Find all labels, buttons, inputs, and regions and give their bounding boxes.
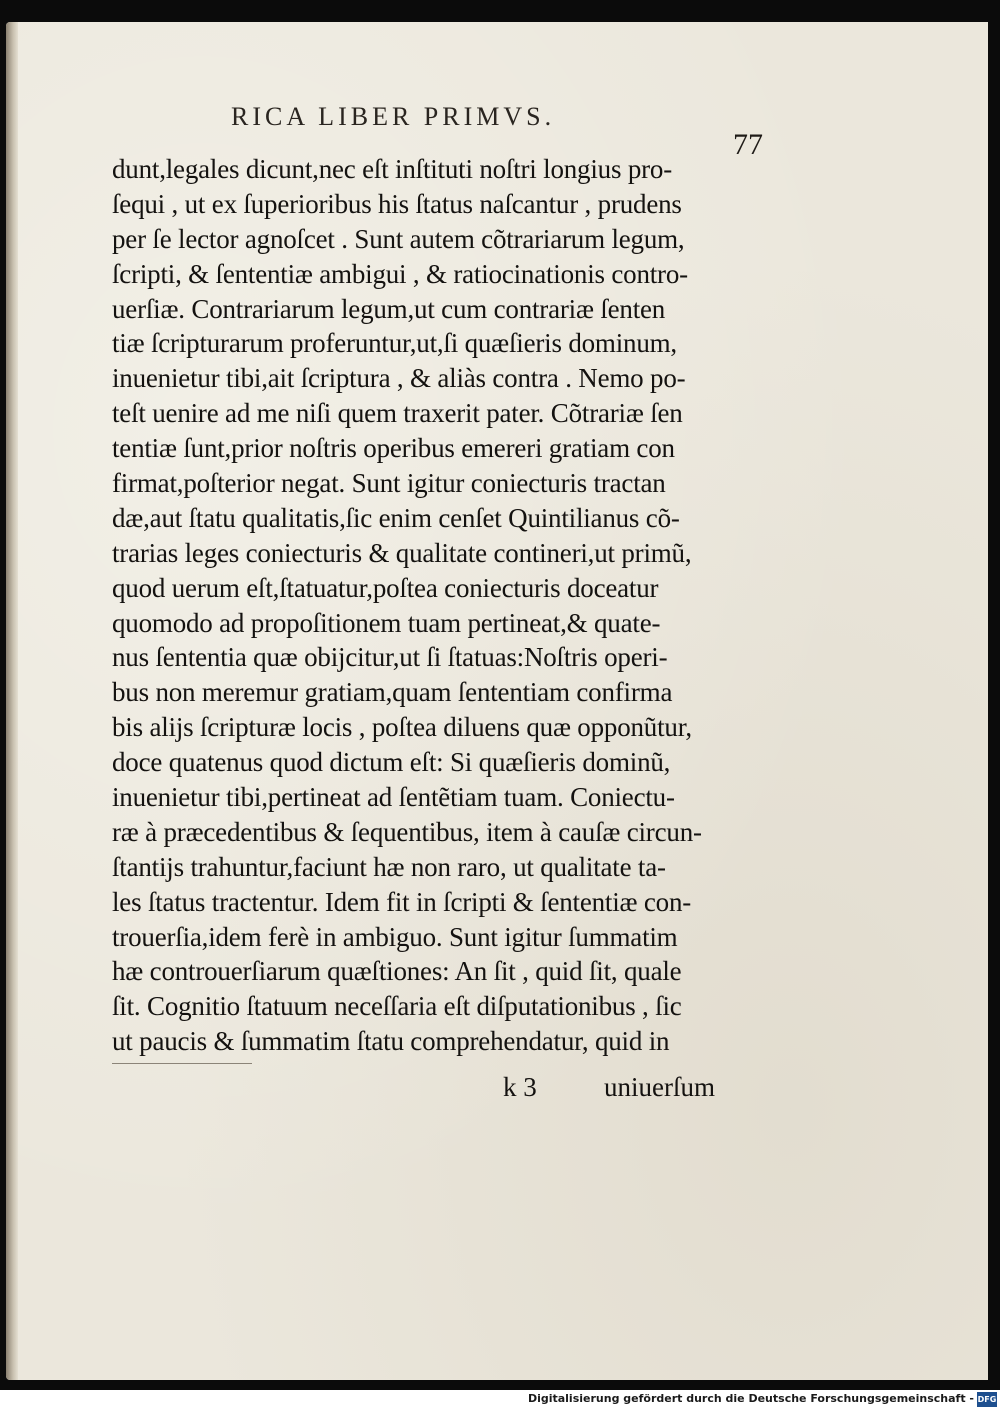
text-line: ſcripti, & ſententiæ ambigui , & ratiocinationis contro- — [112, 258, 688, 289]
text-line: ut paucis & ſummatim ſtatu comprehendatur, quid in — [112, 1026, 670, 1057]
text-line: firmat,poſterior negat. Sunt igitur coniecturis tractan — [112, 468, 666, 499]
text-block — [112, 152, 772, 1059]
text-line: inuenietur tibi,ait ſcriptura , & aliàs contra . Nemo po- — [112, 363, 686, 394]
text-line: trarias leges coniecturis & qualitate contineri,ut primũ, — [112, 537, 692, 568]
text-line: quomodo ad propoſitionem tuam pertineat,& quate- — [112, 607, 661, 638]
text-line: doce quatenus quod dictum eſt: Si quæſieris dominũ, — [112, 747, 671, 778]
book-page — [6, 22, 988, 1380]
catchword: uniuerſum — [604, 1072, 715, 1102]
page-edge — [6, 22, 18, 1380]
text-line: teſt uenire ad me niſi quem traxerit pater. Cõtrariæ ſen — [112, 398, 683, 429]
text-line: dunt,legales dicunt,nec eſt inſtituti noſtri longius pro- — [112, 154, 673, 184]
text-line: les ſtatus tractentur. Idem fit in ſcripti & ſententiæ con- — [112, 886, 692, 917]
text-line: quod uerum eſt,ſtatuatur,poſtea coniecturis doceatur — [112, 572, 659, 603]
text-line: bus non meremur gratiam,quam ſententiam confirma — [112, 677, 673, 708]
print-rule — [112, 1063, 252, 1064]
text-line: ſtantijs trahuntur,faciunt hæ non raro, ut qualitate ta- — [112, 851, 666, 882]
text-line: nus ſententia quæ obijcitur,ut ſi ſtatuas:Noſtris operi- — [112, 642, 668, 673]
text-line: uerſiæ. Contrariarum legum,ut cum contrariæ ſenten — [112, 293, 666, 324]
text-line: per ſe lector agnoſcet . Sunt autem cõtrariarum legum, — [112, 223, 685, 254]
signature-mark: k 3 — [503, 1072, 537, 1102]
text-line: tiæ ſcripturarum proferuntur,ut,ſi quæſieris dominum, — [112, 328, 677, 359]
funding-credit: Digitalisierung gefördert durch die Deutsche Forschungsgemeinschaft - — [527, 1392, 974, 1405]
text-line: bis alijs ſcripturæ locis , poſtea diluens quæ opponũtur, — [112, 712, 692, 743]
text-line: ſit. Cognitio ſtatuum neceſſaria eſt diſputationibus , ſic — [112, 991, 682, 1022]
running-head: RICA LIBER PRIMVS. — [231, 102, 556, 131]
text-line: hæ controuerſiarum quæſtiones: An ſit , quid ſit, quale — [112, 956, 682, 987]
text-line: dæ,aut ſtatu qualitatis,ſic enim cenſet Quintilianus cõ- — [112, 502, 680, 533]
page-number: 77 — [733, 128, 763, 161]
footer-bar — [0, 1390, 1000, 1410]
text-line: inuenietur tibi,pertineat ad ſentẽtiam tuam. Coniectu- — [112, 782, 675, 813]
text-line: tentiæ ſunt,prior noſtris operibus emereri gratiam con — [112, 433, 675, 464]
text-line: trouerſia,idem ferè in ambiguo. Sunt igitur ſummatim — [112, 921, 678, 952]
text-line: ræ à præcedentibus & ſequentibus, item à cauſæ circun- — [112, 816, 702, 847]
text-line: ſequi , ut ex ſuperioribus his ſtatus naſcantur , prudens — [112, 188, 682, 219]
dfg-logo-icon: DFG — [977, 1392, 997, 1407]
